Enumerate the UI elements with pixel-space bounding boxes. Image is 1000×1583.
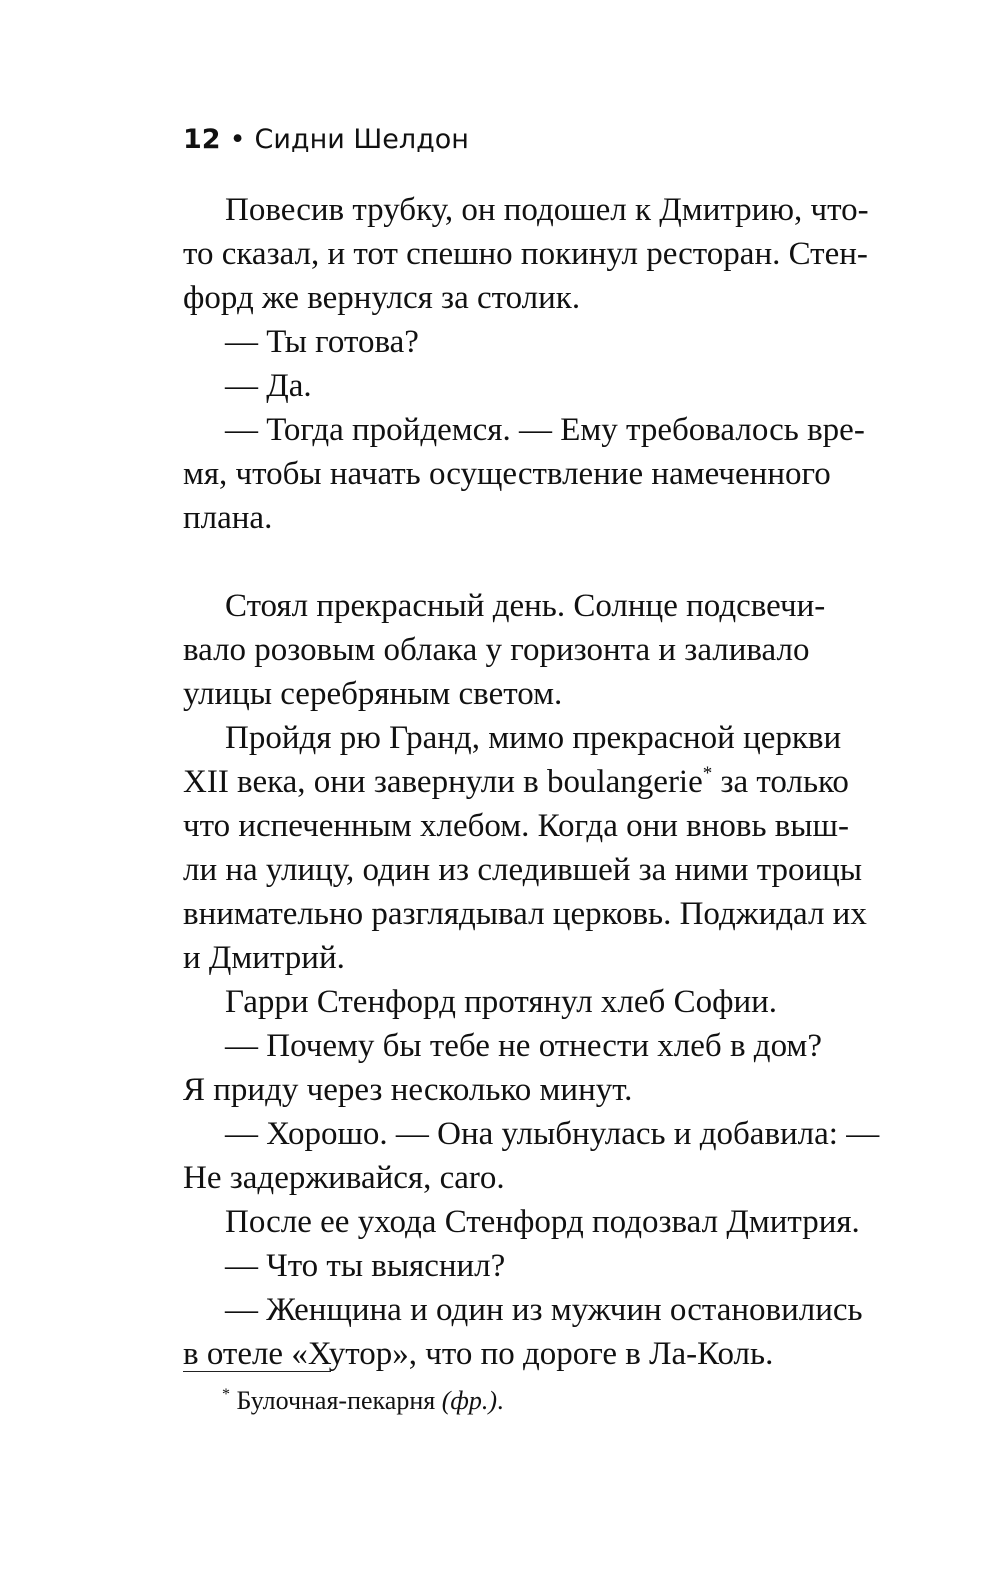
text-line: После ее ухода Стенфорд подозвал Дмитрия.	[225, 1204, 860, 1240]
text-line: что испеченным хлебом. Когда они вновь выш-	[183, 808, 849, 844]
footnote	[222, 1384, 503, 1418]
section-break	[183, 540, 883, 584]
footnote-divider	[183, 1371, 331, 1372]
text-line: — Женщина и один из мужчин остановились	[225, 1292, 863, 1328]
text-line: и Дмитрий.	[183, 940, 345, 976]
text-segment: XII века, они завернули в boulangerie	[183, 764, 703, 800]
footnote-end: .	[496, 1386, 504, 1415]
text-line: — Ты готова?	[225, 324, 419, 360]
header-separator: •	[229, 124, 246, 155]
text-line: мя, чтобы начать осуществление намеченного	[183, 456, 831, 492]
text-line: Пройдя рю Гранд, мимо прекрасной церкви	[225, 720, 842, 756]
page-number: 12	[183, 124, 221, 155]
text-line: Я приду через несколько минут.	[183, 1072, 633, 1108]
text-line: — Что ты выяснил?	[225, 1248, 506, 1284]
footnote-marker: *	[222, 1386, 230, 1403]
author-name: Сидни Шелдон	[254, 124, 469, 155]
text-line: — Тогда пройдемся. — Ему требовалось вре-	[225, 412, 865, 448]
footnote-ref: *	[702, 763, 713, 784]
text-line	[183, 760, 883, 804]
text-line: внимательно разглядывал церковь. Поджидал их	[183, 896, 867, 932]
text-line: Гарри Стенфорд протянул хлеб Софии.	[225, 984, 778, 1020]
text-line: плана.	[183, 500, 273, 536]
text-line: в отеле «Хутор», что по дороге в Ла-Коль.	[183, 1336, 774, 1372]
text-line: то сказал, и тот спешно покинул ресторан. Стен-	[183, 236, 868, 272]
text-line: вало розовым облака у горизонта и заливало	[183, 632, 810, 668]
text-line: ли на улицу, один из следившей за ними троицы	[183, 852, 863, 888]
footnote-text: Булочная-пекарня	[236, 1386, 436, 1415]
footnote-language: (фр.)	[441, 1386, 497, 1415]
running-header	[183, 124, 469, 155]
text-line: улицы серебряным светом.	[183, 676, 563, 712]
text-line: — Почему бы тебе не отнести хлеб в дом?	[225, 1028, 822, 1064]
text-line: — Хорошо. — Она улыбнулась и добавила: —	[225, 1116, 880, 1152]
body-text	[183, 188, 883, 1376]
text-line: Не задерживайся, caro.	[183, 1160, 505, 1196]
text-line: форд же вернулся за столик.	[183, 280, 581, 316]
text-line: Повесив трубку, он подошел к Дмитрию, что-	[225, 192, 869, 228]
text-segment: за только	[720, 764, 849, 800]
text-line: Стоял прекрасный день. Солнце подсвечи-	[225, 588, 826, 624]
text-line: — Да.	[225, 368, 312, 404]
